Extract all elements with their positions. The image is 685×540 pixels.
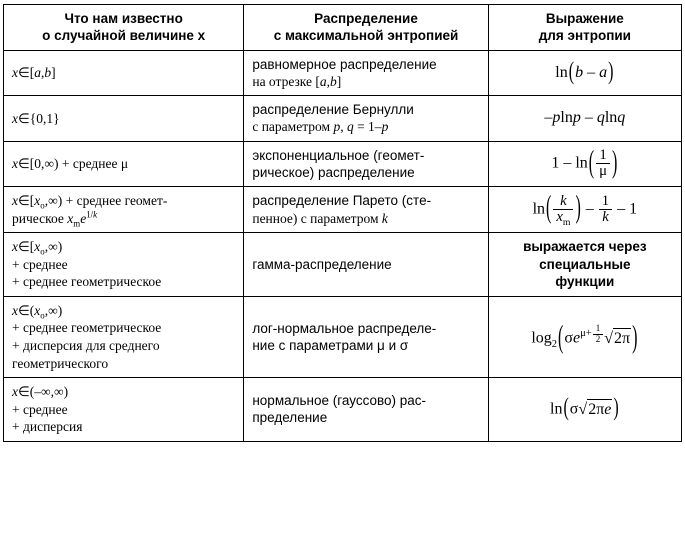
table-body: [4, 50, 682, 441]
entropy-formula: ln( $\frac{k}{x_m}$ ) – $\frac{1}{k}$ – 1: [532, 191, 638, 229]
column-header-entropy: [488, 5, 681, 51]
condition-cell: x∈[a,b]: [4, 50, 244, 96]
distribution-line2: ние с параметрами μ и σ: [252, 337, 409, 353]
distribution-cell: [244, 187, 488, 233]
entropy-text-line2: специальные: [539, 256, 631, 272]
entropy-formula: ln(b – a): [555, 58, 614, 85]
entropy-cell: [488, 378, 681, 442]
entropy-text-line3: функции: [555, 274, 615, 290]
condition-cell: $x\in[x_o,\infty)$ + среднее + среднее геометрическое: [4, 233, 244, 297]
table-row: [4, 378, 682, 442]
distribution-line1: нормальное (гауссово) рас-: [252, 393, 427, 409]
entropy-text-line1: выражается через: [523, 239, 647, 255]
distribution-cell: [244, 96, 488, 142]
column-header-distribution: [244, 5, 488, 51]
column-header-entropy-line1: Выражение: [545, 11, 624, 26]
distribution-line2: рическое) распределение: [252, 164, 415, 180]
distribution-line1: экспоненциальное (геомет-: [252, 147, 425, 163]
entropy-cell: [488, 50, 681, 96]
entropy-cell: [488, 296, 681, 377]
table-header: [4, 5, 682, 51]
condition-cell: $x\in(x_o,\infty)$ + среднее геометрическое + дисперсия для среднего геометрического: [4, 296, 244, 377]
condition-cell: x∈{0,1}: [4, 96, 244, 142]
distribution-cell: [244, 378, 488, 442]
entropy-formula: –plnp – qlnq: [544, 109, 626, 127]
table-header-row: [4, 5, 682, 51]
distribution-line1: распределение Бернулли: [252, 102, 414, 118]
condition-cell: x∈(–∞,∞) + среднее + дисперсия: [4, 378, 244, 442]
condition-cell: x∈[0,∞) + среднее μ: [4, 141, 244, 187]
column-header-known-line1: Что нам известно: [64, 11, 183, 26]
table-row: [4, 50, 682, 96]
column-header-distribution-line2: с максимальной энтропией: [273, 28, 459, 44]
column-header-known-line2: о случайной величине x: [42, 28, 206, 44]
distribution-line2: с параметром p, q = 1–p: [252, 119, 389, 135]
distribution-line1: гамма-распределение: [252, 256, 392, 272]
entropy-cell: [488, 187, 681, 233]
table-row: [4, 187, 682, 233]
table-row: [4, 96, 682, 142]
column-header-distribution-line1: Распределение: [314, 11, 418, 26]
table-row: [4, 296, 682, 377]
table-row: [4, 233, 682, 297]
distribution-line2: пенное) с параметром k: [252, 210, 388, 226]
entropy-cell: [488, 141, 681, 187]
max-entropy-distributions-table: [3, 4, 682, 442]
distribution-line2: на отрезке [a,b]: [252, 73, 342, 89]
distribution-cell: [244, 233, 488, 297]
distribution-cell: [244, 296, 488, 377]
distribution-cell: [244, 141, 488, 187]
entropy-cell: [488, 96, 681, 142]
entropy-formula: $\log_2(\sigma e^{\mu+ \frac{1}{2}}$ √2π ): [531, 320, 638, 355]
entropy-formula: 1 – ln( $\frac{1}{\mu}$ ): [551, 145, 618, 180]
table-row: [4, 141, 682, 187]
entropy-cell: [488, 233, 681, 297]
column-header-entropy-line2: для энтропии: [538, 28, 631, 44]
distribution-cell: [244, 50, 488, 96]
distribution-line1: равномерное распределение: [252, 56, 437, 72]
condition-cell: $x\in[x_o,\infty)$ + среднее геомет- рическое $x_me^{1/k}$: [4, 187, 244, 233]
column-header-known: [4, 5, 244, 51]
distribution-line2: пределение: [252, 410, 328, 426]
distribution-line1: лог-нормальное распределе-: [252, 320, 437, 336]
entropy-formula: ln(σ√2πe ): [550, 395, 619, 422]
distribution-line1: распределение Парето (сте-: [252, 193, 432, 209]
